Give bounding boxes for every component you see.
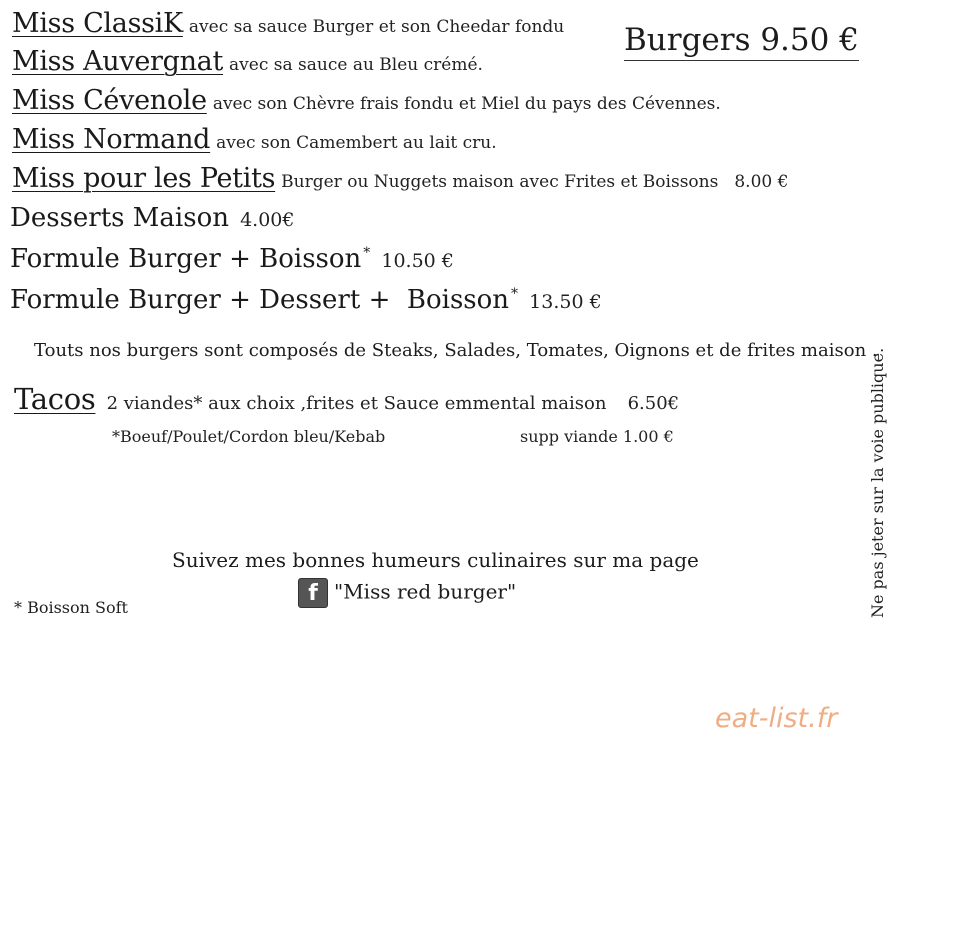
desserts-label: Desserts Maison	[10, 203, 229, 233]
tacos-supp: supp viande 1.00 €	[520, 427, 674, 446]
item-desc: avec sa sauce Burger et son Cheedar fondu	[188, 17, 565, 37]
menu-item-normand	[12, 124, 497, 155]
formule-price: 13.50 €	[529, 291, 602, 313]
formule-label: Formule Burger + Boisson	[10, 244, 362, 274]
item-desc: avec son Chèvre frais fondu et Miel du pays des Cévennes.	[212, 94, 721, 114]
item-name: Miss Normand	[12, 124, 211, 155]
facebook-icon[interactable]: f	[298, 578, 328, 608]
tacos-price: 6.50€	[627, 393, 680, 414]
item-name: Miss Cévenole	[12, 85, 207, 116]
tacos-name: Tacos	[14, 382, 96, 416]
item-price: 8.00 €	[734, 172, 789, 192]
burgers-composition-note: Touts nos burgers sont composés de Steaks, Salades, Tomates, Oignons et de frites maison .	[34, 340, 878, 361]
social-line-1: Suivez mes bonnes humeurs culinaires sur ma page	[172, 548, 699, 572]
menu-item-auvergnat	[12, 46, 483, 77]
formule-burger-dessert-boisson	[10, 285, 602, 315]
desserts-price: 4.00€	[240, 209, 295, 231]
formule-burger-boisson	[10, 244, 454, 274]
item-name: Miss ClassiK	[12, 8, 183, 39]
item-name: Miss Auvergnat	[12, 46, 224, 77]
side-note: Ne pas jeter sur la voie publique.	[868, 347, 887, 618]
tacos-desc: 2 viandes* aux choix ,frites et Sauce emmental maison	[106, 393, 607, 414]
footnote: * Boisson Soft	[14, 598, 128, 617]
item-desc: avec son Camembert au lait cru.	[216, 133, 497, 153]
item-name: Miss pour les Petits	[12, 163, 276, 194]
formule-mark: *	[363, 245, 371, 261]
menu-item-classik	[12, 8, 564, 39]
item-desc: Burger ou Nuggets maison avec Frites et Boissons	[281, 172, 719, 192]
tacos-line	[14, 382, 679, 416]
watermark: eat-list.fr	[715, 703, 838, 734]
desserts-line	[10, 203, 294, 233]
social-line-2	[298, 578, 516, 608]
facebook-page-name[interactable]: "Miss red burger"	[334, 579, 517, 604]
formule-label: Formule Burger + Dessert + Boisson	[10, 285, 510, 315]
menu-item-cevenole	[12, 85, 721, 116]
item-desc: avec sa sauce au Bleu crémé.	[229, 55, 483, 75]
formule-price: 10.50 €	[381, 250, 454, 272]
formule-mark: *	[511, 286, 519, 302]
burgers-header: Burgers 9.50 €	[624, 22, 859, 61]
menu-item-petits	[12, 163, 788, 194]
tacos-meats: *Boeuf/Poulet/Cordon bleu/Kebab	[112, 427, 386, 446]
